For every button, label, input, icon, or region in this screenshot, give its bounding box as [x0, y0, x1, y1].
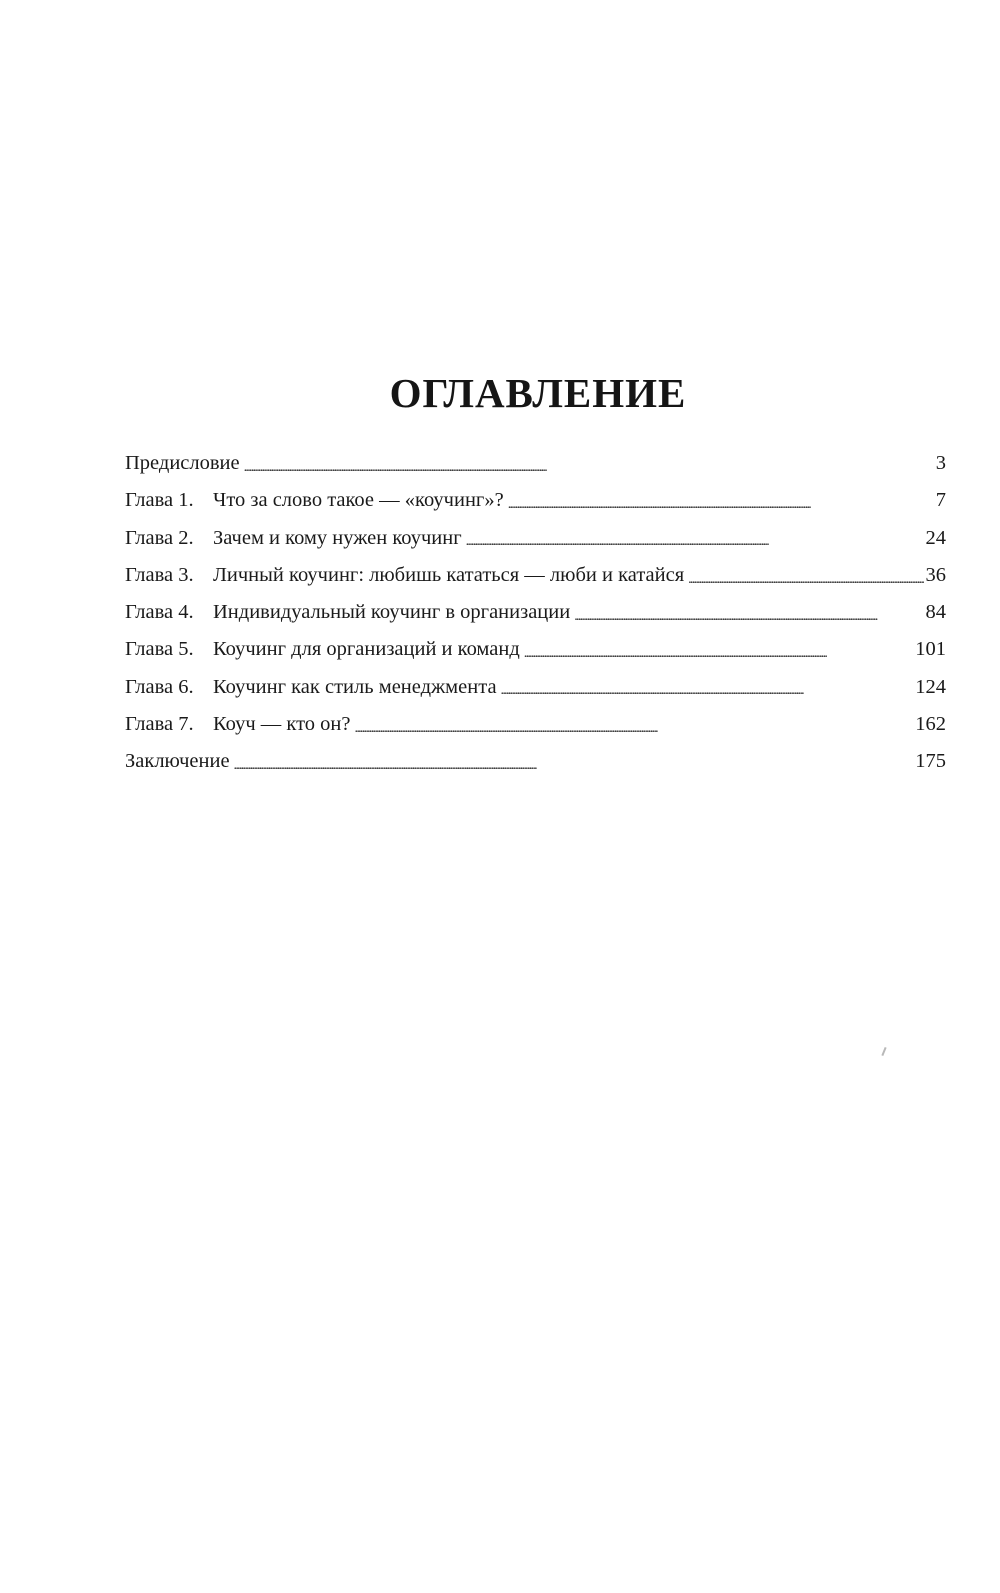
toc-entry-chapter-5[interactable]: [125, 631, 946, 668]
dot-leader: [508, 498, 934, 519]
toc-entry-chapter-7[interactable]: [125, 706, 946, 743]
toc-entry-title: Заключение: [125, 750, 230, 773]
toc-entry-page: 101: [915, 638, 946, 661]
toc-entry-chapter-6[interactable]: [125, 669, 946, 706]
toc-entry-chapter-3[interactable]: [125, 557, 946, 594]
dot-leader: [524, 647, 913, 668]
toc-entry-chapter-1[interactable]: [125, 482, 946, 519]
dot-leader: [466, 535, 924, 556]
dot-leader: [574, 610, 923, 631]
toc-entry-chapter-number: Глава 6.: [125, 675, 194, 698]
toc-entry-title: Коучинг как стиль менеджмента: [213, 675, 497, 698]
toc-entry-page: 175: [915, 750, 946, 773]
toc-entry-chapter-number: Глава 7.: [125, 713, 194, 736]
scan-speck: [881, 1047, 886, 1056]
toc-entry-chapter-number: Глава 2.: [125, 526, 194, 549]
toc-entry-title: Зачем и кому нужен коучинг: [213, 526, 462, 549]
table-of-contents: [125, 445, 946, 781]
toc-entry-chapter-2[interactable]: [125, 520, 946, 557]
toc-entry-preface[interactable]: [125, 445, 946, 482]
dot-leader: [355, 722, 914, 743]
dot-leader: [234, 759, 914, 780]
toc-entry-title: Что за слово такое — «коучинг»?: [213, 489, 504, 512]
toc-entry-page: 24: [925, 526, 946, 549]
toc-entry-conclusion[interactable]: [125, 743, 946, 780]
toc-entry-page: 36: [925, 563, 946, 586]
page-title: ОГЛАВЛЕНИЕ: [389, 370, 687, 416]
dot-leader: [688, 573, 923, 594]
toc-entry-chapter-number: Глава 3.: [125, 563, 194, 586]
toc-entry-page: 124: [915, 675, 946, 698]
toc-entry-chapter-number: Глава 5.: [125, 638, 194, 661]
toc-entry-chapter-4[interactable]: [125, 594, 946, 631]
toc-entry-page: 162: [915, 713, 946, 736]
toc-entry-chapter-number: Глава 4.: [125, 601, 194, 624]
toc-entry-page: 3: [935, 452, 946, 474]
toc-entry-title: Коучинг для организаций и команд: [213, 638, 520, 661]
toc-entry-title: Предисловие: [125, 452, 240, 474]
toc-entry-page: 84: [925, 601, 946, 624]
toc-entry-title: Личный коучинг: любишь кататься — люби и катайся: [213, 563, 685, 586]
toc-entry-title: Индивидуальный коучинг в организации: [213, 601, 571, 624]
toc-entry-page: 7: [935, 489, 946, 512]
dot-leader: [244, 461, 934, 482]
toc-entry-title: Коуч — кто он?: [213, 713, 351, 736]
toc-entry-chapter-number: Глава 1.: [125, 489, 194, 512]
dot-leader: [501, 684, 914, 705]
